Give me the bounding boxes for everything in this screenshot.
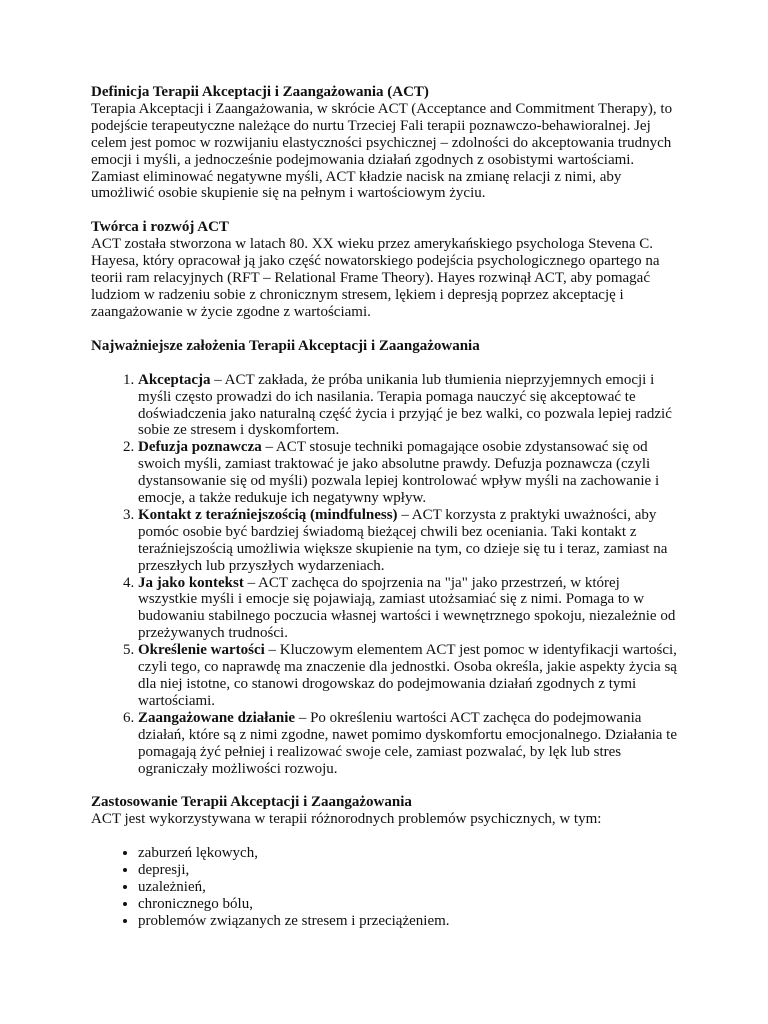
principle-term: Zaangażowane działanie xyxy=(138,709,296,726)
principle-term: Określenie wartości xyxy=(138,642,265,659)
principle-item xyxy=(138,575,681,643)
definition-paragraph: Terapia Akceptacji i Zaangażowania, w skrócie ACT (Acceptance and Commitment Therapy), to podejście terapeutyczne należące do nurtu Trzeciej Fali terapii poznawczo-behawioralnej. Jej celem jest pomoc w rozwijaniu elastyczności psychicznej – zdolności do akceptowania trudnych emocji i myśli, a jednocześnie podejmowania działań zgodnych z osobistymi wartościami. Zamiast eliminować negatywne myśli, ACT kładzie nacisk na zmianę relacji z nimi, aby umożliwić osobie skupienie się na pełnym i wartościowym życiu. xyxy=(91,100,673,202)
condition-item: • problemów związanych ze stresem i przeciążeniem. xyxy=(138,913,681,930)
condition-item: • zaburzeń lękowych, xyxy=(138,845,681,862)
conditions-list xyxy=(91,845,681,930)
condition-item: • depresji, xyxy=(138,862,681,879)
condition-item: • chronicznego bólu, xyxy=(138,896,681,913)
principle-term: Kontakt z teraźniejszością (mindfulness) xyxy=(138,506,398,523)
principle-term: Ja jako kontekst xyxy=(138,574,244,591)
condition-item: • uzależnień, xyxy=(138,879,681,896)
principle-item xyxy=(138,710,681,778)
principles-heading: Najważniejsze założenia Terapii Akceptacji i Zaangażowania xyxy=(91,337,480,354)
principle-item xyxy=(138,642,681,710)
applications-intro: ACT jest wykorzystywana w terapii różnorodnych problemów psychicznych, w tym: xyxy=(91,811,602,828)
definition-heading: Definicja Terapii Akceptacji i Zaangażowania (ACT) xyxy=(91,84,429,100)
principle-text: – ACT zachęca do spojrzenia na "ja" jako przestrzeń, w której wszystkie myśli i emocje się pojawiają, zamiast utożsamiać się z nimi. Pomaga to w budowaniu stabilnego poczucia własnej wartości i wewnętrznego spokoju, niezależnie od przeżywanych trudności. xyxy=(138,574,676,642)
creator-heading: Twórca i rozwój ACT xyxy=(91,219,229,236)
section-applications xyxy=(91,794,681,929)
section-principles xyxy=(91,338,681,778)
principle-item xyxy=(138,439,681,507)
principle-term: Defuzja poznawcza xyxy=(138,439,262,456)
principle-text: – Po określeniu wartości ACT zachęca do podejmowania działań, które są z nimi zgodne, nawet pomimo dyskomfortu emocjonalnego. Działania te pomagają żyć pełniej i realizować swoje cele, zamiast pozwalać, by lęk lub stres ograniczały możliwości rozwoju. xyxy=(138,709,678,777)
principle-term: Akceptacja xyxy=(138,371,211,388)
applications-heading: Zastosowanie Terapii Akceptacji i Zaangażowania xyxy=(91,794,412,811)
creator-paragraph: ACT została stworzona w latach 80. XX wieku przez amerykańskiego psychologa Stevena C. Hayesa, który opracował ją jako część nowatorskiego podejścia psychologicznego opartego na teorii ram relacyjnych (RFT – Relational Frame Theory). Hayes rozwinął ACT, aby pomagać ludziom w radzeniu sobie z chronicznym stresem, lękiem i depresją poprzez akceptację i zaangażowanie w życie zgodne z wartościami. xyxy=(91,236,660,320)
principle-text: – Kluczowym elementem ACT jest pomoc w identyfikacji wartości, czyli tego, co naprawdę ma znaczenie dla jednostki. Osoba określa, jakie aspekty życia są dla niej istotne, co stanowi drogowskaz do podejmowania działań zgodnych z tymi wartościami. xyxy=(138,642,677,709)
principle-text: – ACT stosuje techniki pomagające osobie zdystansować się od swoich myśli, zamiast traktować je jako absolutne prawdy. Defuzja poznawcza (czyli dystansowanie się od myśli) pozwala lepiej kontrolować wpływ myśli na zachowanie i emocje, a także redukuje ich negatywny wpływ. xyxy=(138,439,660,507)
principles-list xyxy=(91,372,681,778)
principle-text: – ACT zakłada, że próba unikania lub tłumienia nieprzyjemnych emocji i myśli często prowadzi do ich nasilania. Terapia pomaga nauczyć się akceptować te doświadczenia jako naturalną część życia i przyjąć je bez walki, co pozwala lepiej radzić sobie ze stresem i dyskomfortem. xyxy=(138,371,672,439)
principle-text: – ACT korzysta z praktyki uważności, aby pomóc osobie być bardziej świadomą bieżącej chwili bez oceniania. Taki kontakt z teraźniejszością umożliwia większe skupienie na tym, co dzieje się tu i teraz, zamiast na przeszłych lub przyszłych wydarzeniach. xyxy=(138,506,668,574)
section-definition xyxy=(91,84,681,202)
principle-item xyxy=(138,507,681,575)
principle-item xyxy=(138,372,681,440)
section-creator xyxy=(91,219,681,320)
document-page xyxy=(91,84,681,947)
